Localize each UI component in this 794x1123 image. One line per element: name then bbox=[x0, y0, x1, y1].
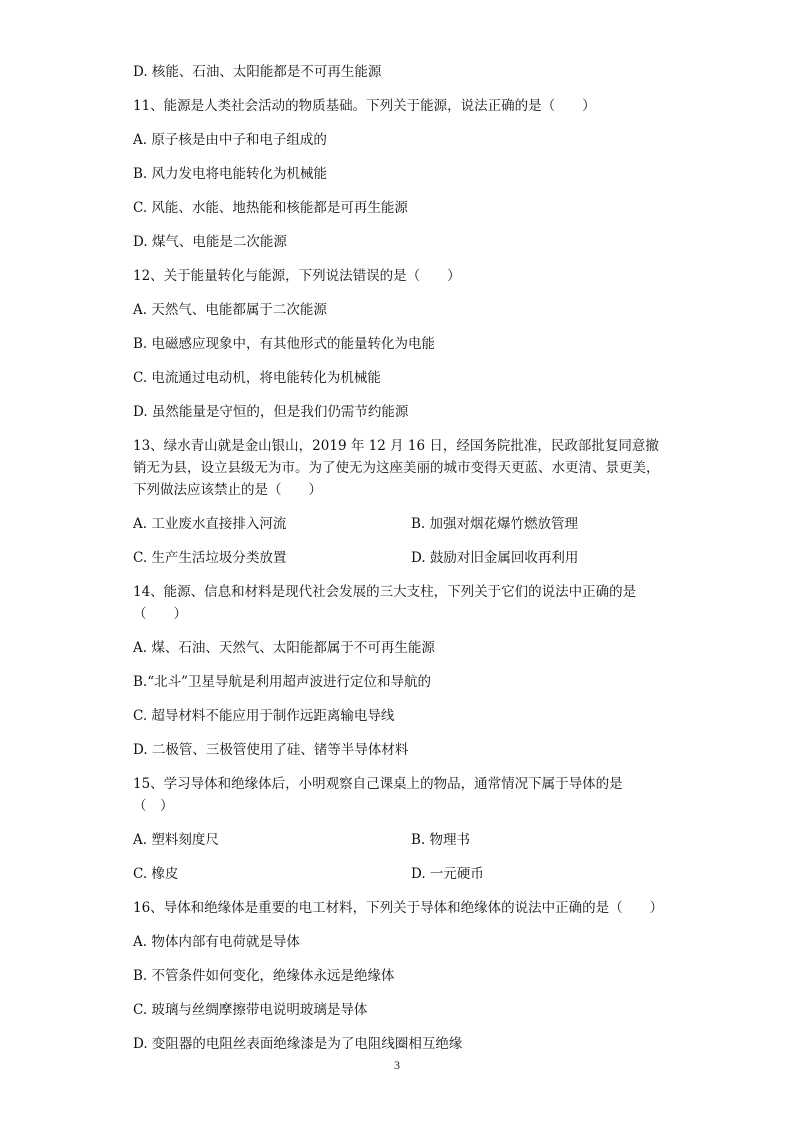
q13-option-d: D. 鼓励对旧金属回收再利用 bbox=[411, 550, 579, 566]
q14-stem-line-1: 14、能源、信息和材料是现代社会发展的三大支柱，下列关于它们的说法中正确的是 bbox=[133, 584, 637, 600]
q14-option-b: B.“北斗”卫星导航是利用超声波进行定位和导航的 bbox=[133, 674, 432, 690]
q11-option-b: B. 风力发电将电能转化为机械能 bbox=[133, 166, 328, 182]
q16-stem: 16、导体和绝缘体是重要的电工材料，下列关于导体和绝缘体的说法中正确的是（ ） bbox=[133, 900, 664, 916]
q15-option-d: D. 一元硬币 bbox=[411, 866, 484, 882]
q15-option-b: B. 物理书 bbox=[411, 832, 471, 848]
q15-stem-line-2: （ ） bbox=[133, 798, 174, 814]
q12-stem: 12、关于能量转化与能源，下列说法错误的是（ ） bbox=[133, 268, 461, 284]
q14-stem-line-2: （ ） bbox=[133, 606, 187, 622]
q10-option-d: D. 核能、石油、太阳能都是不可再生能源 bbox=[133, 64, 382, 80]
q13-stem-line-1: 13、绿水青山就是金山银山，2019 年 12 月 16 日，经国务院批准，民政部批复同意撤 bbox=[133, 438, 659, 454]
q14-option-d: D. 二极管、三极管使用了硅、锗等半导体材料 bbox=[133, 742, 409, 758]
q14-option-a: A. 煤、石油、天然气、太阳能都属于不可再生能源 bbox=[133, 640, 435, 656]
q11-stem: 11、能源是人类社会活动的物质基础。下列关于能源，说法正确的是（ ） bbox=[133, 98, 596, 114]
q13-stem-line-3: 下列做法应该禁止的是（ ） bbox=[133, 482, 322, 498]
q11-option-d: D. 煤气、电能是二次能源 bbox=[133, 234, 287, 250]
q12-option-d: D. 虽然能量是守恒的，但是我们仍需节约能源 bbox=[133, 404, 409, 420]
q16-option-a: A. 物体内部有电荷就是导体 bbox=[133, 934, 300, 950]
q16-option-c: C. 玻璃与丝绸摩擦带电说明玻璃是导体 bbox=[133, 1002, 368, 1018]
q12-option-b: B. 电磁感应现象中，有其他形式的能量转化为电能 bbox=[133, 336, 436, 352]
q12-option-c: C. 电流通过电动机，将电能转化为机械能 bbox=[133, 370, 381, 386]
q11-option-c: C. 风能、水能、地热能和核能都是可再生能源 bbox=[133, 200, 408, 216]
q16-option-b: B. 不管条件如何变化，绝缘体永远是绝缘体 bbox=[133, 968, 395, 984]
q14-option-c: C. 超导材料不能应用于制作远距离输电导线 bbox=[133, 708, 395, 724]
q12-option-a: A. 天然气、电能都属于二次能源 bbox=[133, 302, 327, 318]
q16-option-d: D. 变阻器的电阻丝表面绝缘漆是为了电阻线圈相互绝缘 bbox=[133, 1036, 463, 1052]
q11-option-a: A. 原子核是由中子和电子组成的 bbox=[133, 132, 327, 148]
q13-option-b: B. 加强对烟花爆竹燃放管理 bbox=[411, 516, 579, 532]
q13-option-c: C. 生产生活垃圾分类放置 bbox=[133, 550, 287, 566]
q15-option-c: C. 橡皮 bbox=[133, 866, 179, 882]
q13-option-a: A. 工业废水直接排入河流 bbox=[133, 516, 287, 532]
q15-stem-line-1: 15、学习导体和绝缘体后，小明观察自己课桌上的物品，通常情况下属于导体的是 bbox=[133, 776, 623, 792]
page-number: 3 bbox=[394, 1058, 400, 1072]
q13-stem-line-2: 销无为县，设立县级无为市。为了使无为这座美丽的城市变得天更蓝、水更清、景更美， bbox=[133, 460, 660, 476]
q15-option-a: A. 塑料刻度尺 bbox=[133, 832, 219, 848]
